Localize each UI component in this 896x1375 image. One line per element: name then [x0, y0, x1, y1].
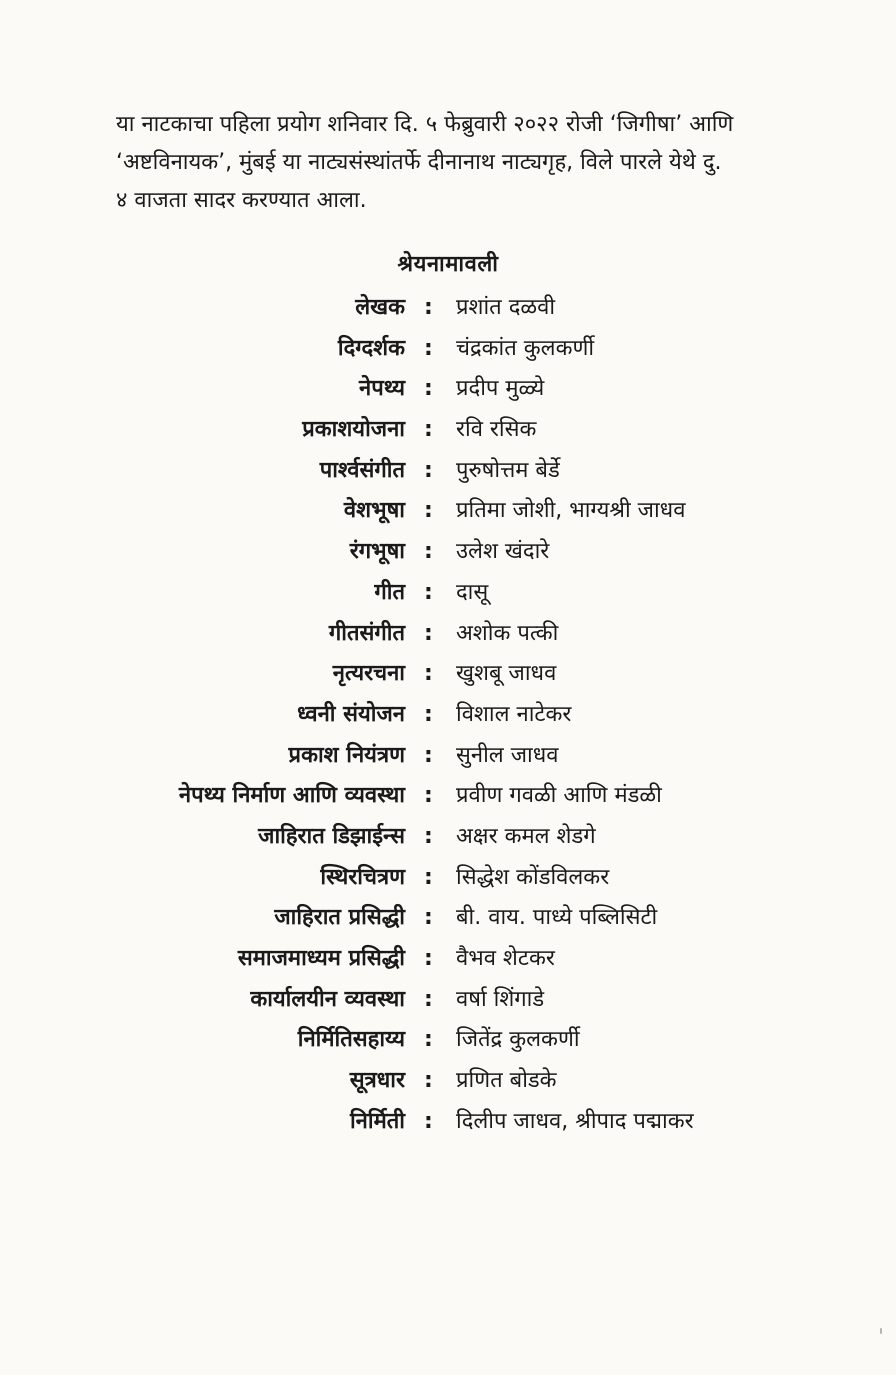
- credit-name: चंद्रकांत कुलकर्णी: [456, 335, 595, 361]
- credit-row: [0, 980, 896, 1021]
- credit-separator: :: [424, 864, 433, 890]
- credit-name: वर्षा शिंगाडे: [456, 986, 545, 1012]
- paper-speck: [880, 1328, 882, 1334]
- credit-separator: :: [424, 1108, 433, 1134]
- credit-name: प्रवीण गवळी आणि मंडळी: [456, 783, 662, 809]
- intro-paragraph: [116, 106, 796, 220]
- credit-row: [0, 858, 896, 899]
- credit-role: निर्मिती: [349, 1108, 405, 1134]
- credit-separator: :: [424, 579, 433, 605]
- credit-role: निर्मितिसहाय्य: [297, 1027, 405, 1053]
- credit-role: गीत: [374, 579, 405, 605]
- credit-row: [0, 451, 896, 492]
- credit-row: [0, 410, 896, 451]
- credit-separator: :: [424, 946, 433, 971]
- credits-list: [0, 288, 896, 1142]
- credit-name: दासू: [456, 579, 489, 605]
- credit-name: प्रदीप मुळ्ये: [456, 376, 545, 402]
- credit-role: नेपथ्य निर्माण आणि व्यवस्था: [178, 783, 405, 809]
- credit-name: प्रतिमा जोशी, भाग्यश्री जाधव: [456, 498, 686, 524]
- credit-separator: :: [424, 539, 433, 565]
- credit-name: सिद्धेश कोंडविलकर: [456, 864, 610, 890]
- credit-name: सुनील जाधव: [456, 742, 559, 768]
- credit-separator: :: [424, 1027, 433, 1053]
- credit-row: [0, 288, 896, 329]
- credit-role: पार्श्वसंगीत: [319, 457, 405, 483]
- credit-separator: :: [424, 620, 433, 646]
- credit-row: [0, 1020, 896, 1061]
- credit-separator: :: [424, 335, 433, 361]
- credit-row: [0, 614, 896, 655]
- credit-name: जितेंद्र कुलकर्णी: [456, 1027, 580, 1053]
- credit-separator: :: [424, 823, 433, 849]
- credit-role: नेपथ्य: [359, 376, 405, 402]
- credit-separator: :: [424, 905, 433, 931]
- credit-row: [0, 329, 896, 370]
- credit-separator: :: [424, 1068, 433, 1094]
- credit-row: [0, 898, 896, 939]
- credit-separator: :: [424, 417, 433, 443]
- credit-role: प्रकाशयोजना: [302, 417, 405, 443]
- credit-name: पुरुषोत्तम बेर्डे: [456, 457, 560, 483]
- credit-row: [0, 817, 896, 858]
- credit-row: [0, 1061, 896, 1102]
- credits-heading: श्रेयनामावली: [397, 252, 499, 277]
- credit-row: [0, 1102, 896, 1143]
- credit-name: रवि रसिक: [456, 417, 537, 443]
- credit-role: ध्वनी संयोजन: [297, 701, 405, 727]
- credit-role: प्रकाश नियंत्रण: [288, 742, 405, 768]
- credit-separator: :: [424, 295, 433, 320]
- credit-name: प्रणित बोडके: [456, 1068, 557, 1094]
- credit-separator: :: [424, 701, 433, 727]
- credit-row: [0, 654, 896, 695]
- credit-name: दिलीप जाधव, श्रीपाद पद्माकर: [456, 1108, 694, 1134]
- credit-name: उलेश खंदारे: [456, 539, 550, 565]
- credit-role: गीतसंगीत: [328, 620, 405, 646]
- credit-row: [0, 573, 896, 614]
- intro-line: या नाटकाचा पहिला प्रयोग शनिवार दि. ५ फेब्रुवारी २०२२ रोजी ‘जिगीषा’ आणि: [116, 112, 734, 137]
- credit-row: [0, 491, 896, 532]
- credit-role: वेशभूषा: [343, 498, 405, 524]
- credit-separator: :: [424, 376, 433, 402]
- credit-separator: :: [424, 986, 433, 1012]
- credit-name: अशोक पत्की: [456, 620, 559, 646]
- credit-role: स्थिरचित्रण: [320, 864, 405, 890]
- credit-name: खुशबू जाधव: [456, 661, 557, 687]
- credit-row: [0, 776, 896, 817]
- credit-row: [0, 736, 896, 777]
- credit-separator: :: [424, 457, 433, 483]
- credit-role: जाहिरात प्रसिद्धी: [274, 905, 405, 931]
- credit-separator: :: [424, 498, 433, 524]
- credit-separator: :: [424, 783, 433, 809]
- credit-name: प्रशांत दळवी: [456, 295, 556, 320]
- credit-separator: :: [424, 661, 433, 687]
- credit-name: वैभव शेटकर: [456, 946, 555, 971]
- credit-row: [0, 532, 896, 573]
- credit-role: समाजमाध्यम प्रसिद्धी: [237, 946, 405, 971]
- credit-name: विशाल नाटेकर: [456, 701, 572, 727]
- credit-role: रंगभूषा: [349, 539, 405, 565]
- credit-role: सूत्रधार: [349, 1068, 405, 1094]
- credit-role: नृत्यरचना: [332, 661, 405, 687]
- credit-row: [0, 939, 896, 980]
- credit-role: दिग्दर्शक: [337, 335, 405, 361]
- credit-role: जाहिरात डिझाईन्स: [258, 823, 405, 849]
- credit-row: [0, 369, 896, 410]
- credit-row: [0, 695, 896, 736]
- credit-separator: :: [424, 742, 433, 768]
- intro-line: ४ वाजता सादर करण्यात आला.: [116, 188, 367, 213]
- intro-line: ‘अष्टविनायक’, मुंबई या नाट्यसंस्थांतर्फे दीनानाथ नाट्यगृह, विले पारले येथे दु.: [116, 150, 722, 175]
- credit-name: बी. वाय. पाध्ये पब्लिसिटी: [456, 905, 658, 931]
- credit-role: कार्यालयीन व्यवस्था: [250, 986, 405, 1012]
- credit-name: अक्षर कमल शेडगे: [456, 823, 596, 849]
- credit-role: लेखक: [355, 295, 405, 320]
